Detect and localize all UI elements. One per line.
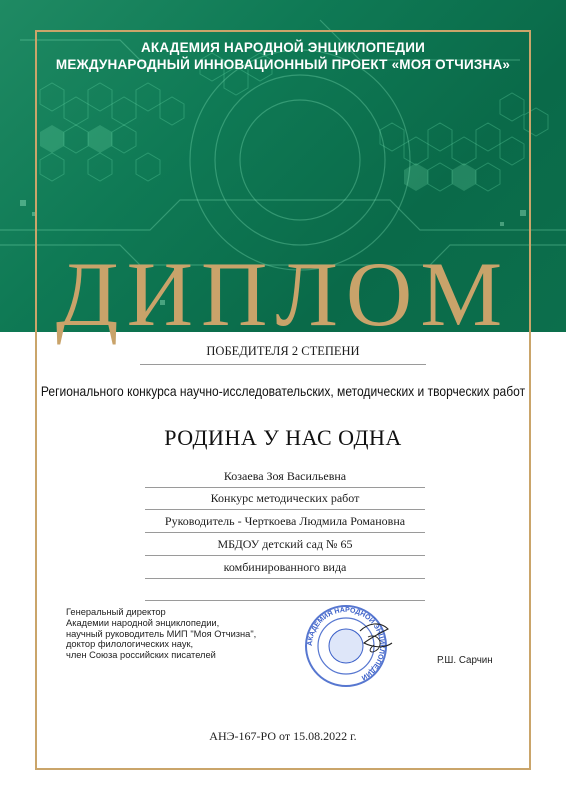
signer-line-5: член Союза российских писателей <box>66 650 216 661</box>
header-project: МЕЖДУНАРОДНЫЙ ИННОВАЦИОННЫЙ ПРОЕКТ «МОЯ ОТЧИЗНА» <box>55 57 511 72</box>
signer-line-4: доктор филологических наук, <box>66 639 194 650</box>
contest-name: Регионального конкурса научно-исследовательских, методических и творческих работ <box>40 383 526 399</box>
header-academy: АКАДЕМИЯ НАРОДНОЙ ЭНЦИКЛОПЕДИИ <box>140 40 426 55</box>
theme-title: РОДИНА У НАС ОДНА <box>164 425 402 450</box>
signer-name: Р.Ш. Сарчин <box>437 655 493 666</box>
supervisor-text: Руководитель - Черткоева Людмила Романовна <box>145 514 425 533</box>
signer-block <box>66 607 306 661</box>
signer-line-3: научный руководитель МИП "Моя Отчизна", <box>66 628 257 639</box>
diploma-title: ДИПЛОМ <box>55 243 511 345</box>
nomination-text: Конкурс методических работ <box>145 491 425 510</box>
official-stamp <box>288 603 404 689</box>
signer-line-2: Академии народной энциклопедии, <box>66 617 220 628</box>
signer-line-1: Генеральный директор <box>66 607 166 617</box>
document-number: АНЭ-167-РО от 15.08.2022 г. <box>209 729 357 743</box>
degree-text: ПОБЕДИТЕЛЯ 2 СТЕПЕНИ <box>140 344 426 365</box>
stamp-text: АКАДЕМИЯ НАРОДНОЙ ЭНЦИКЛОПЕДИИ <box>306 606 386 681</box>
organization-text: МБДОУ детский сад № 65 <box>145 537 425 556</box>
organization-type-text: комбинированного вида <box>145 560 425 579</box>
blank-line <box>145 583 425 601</box>
recipient-name: Козаева Зоя Васильевна <box>145 469 425 488</box>
